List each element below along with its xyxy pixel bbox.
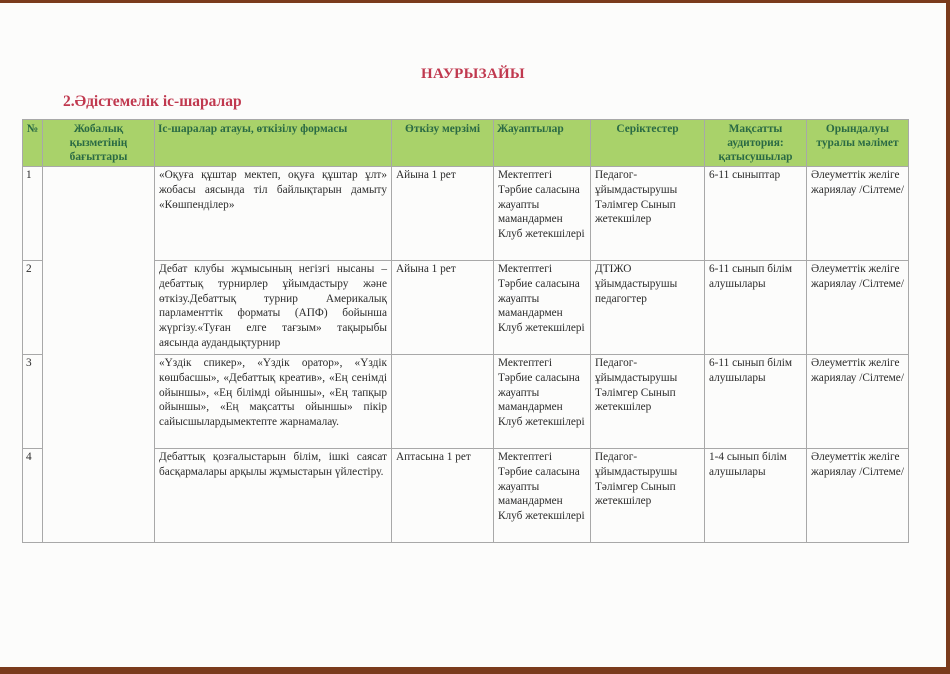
table-row — [23, 167, 909, 261]
header-responsible: Жауаптылар — [494, 120, 591, 167]
row-responsible: Мектептегі Тәрбие саласына жауапты мамандармен Клуб жетекшілері — [494, 261, 591, 355]
table-row — [23, 449, 909, 543]
row-result: Әлеуметтік желіге жариялау /Сілтеме/ — [807, 449, 909, 543]
table-row — [23, 261, 909, 355]
row-responsible: Мектептегі Тәрбие саласына жауапты мамандармен Клуб жетекшілері — [494, 449, 591, 543]
row-number: 2 — [23, 261, 43, 355]
header-partners: Серіктестер — [591, 120, 705, 167]
header-period: Өткізу мерзімі — [392, 120, 494, 167]
row-event: Дебат клубы жұмысының негізгі нысаны – дебаттық турнирлер ұйымдастыру және өткізу.Дебаттық турнир Америкалық парламенттік форматы (АПФ) бойынша жүргізу.«Туған елге тағзым» тақырыбы аясында аудандықтурнир — [155, 261, 392, 355]
row-period — [392, 355, 494, 449]
header-audience: Мақсатты аудитория: қатысушылар — [705, 120, 807, 167]
document-title: НАУРЫЗАЙЫ — [421, 66, 525, 82]
row-audience: 6-11 сынып білім алушылары — [705, 261, 807, 355]
row-partners: Педагог-ұйымдастырушы Тәлімгер Сынып жетекшілер — [591, 355, 705, 449]
header-direction: Жобалық қызметінің бағыттары — [43, 120, 155, 167]
row-direction — [43, 167, 155, 543]
row-result: Әлеуметтік желіге жариялау /Сілтеме/ — [807, 167, 909, 261]
row-responsible: Мектептегі Тәрбие саласына жауапты мамандармен Клуб жетекшілері — [494, 167, 591, 261]
document-page — [0, 3, 946, 667]
row-number: 3 — [23, 355, 43, 449]
row-audience: 6-11 сынып білім алушылары — [705, 355, 807, 449]
events-table — [22, 119, 909, 543]
row-period: Айына 1 рет — [392, 167, 494, 261]
row-partners: Педагог-ұйымдастырушы Тәлімгер Сынып жетекшілер — [591, 167, 705, 261]
row-responsible: Мектептегі Тәрбие саласына жауапты мамандармен Клуб жетекшілері — [494, 355, 591, 449]
row-number: 1 — [23, 167, 43, 261]
row-event: «Оқуға құштар мектеп, оқуға құштар ұлт» жобасы аясында тіл байлықтарын дамыту «Көшпенділер» — [155, 167, 392, 261]
row-event: Дебаттық қозғалыстарын білім, ішкі саясат басқармалары арқылы жұмыстарын үйлестіру. — [155, 449, 392, 543]
row-number: 4 — [23, 449, 43, 543]
row-event: «Үздік спикер», «Үздік оратор», «Үздік көшбасшы», «Дебаттық креатив», «Ең сенімді ойыншы», «Ең білімді ойыншы», «Ең тапқыр ойыншы», «Ең мақсатты ойыншы» пікір сайысшылардымектепте жарнамалау. — [155, 355, 392, 449]
row-partners: ДТІЖО ұйымдастырушы педагогтер — [591, 261, 705, 355]
row-period: Аптасына 1 рет — [392, 449, 494, 543]
row-audience: 1-4 сынып білім алушылары — [705, 449, 807, 543]
section-title: 2.Әдістемелік іс-шаралар — [63, 93, 242, 110]
table-header-row — [23, 120, 909, 167]
row-audience: 6-11 сыныптар — [705, 167, 807, 261]
table-row — [23, 355, 909, 449]
row-period: Айына 1 рет — [392, 261, 494, 355]
header-number: № — [23, 120, 43, 167]
header-event: Іс-шаралар атауы, өткізілу формасы — [155, 120, 392, 167]
row-partners: Педагог-ұйымдастырушы Тәлімгер Сынып жетекшілер — [591, 449, 705, 543]
row-result: Әлеуметтік желіге жариялау /Сілтеме/ — [807, 355, 909, 449]
header-result: Орындалуы туралы мәлімет — [807, 120, 909, 167]
row-result: Әлеуметтік желіге жариялау /Сілтеме/ — [807, 261, 909, 355]
